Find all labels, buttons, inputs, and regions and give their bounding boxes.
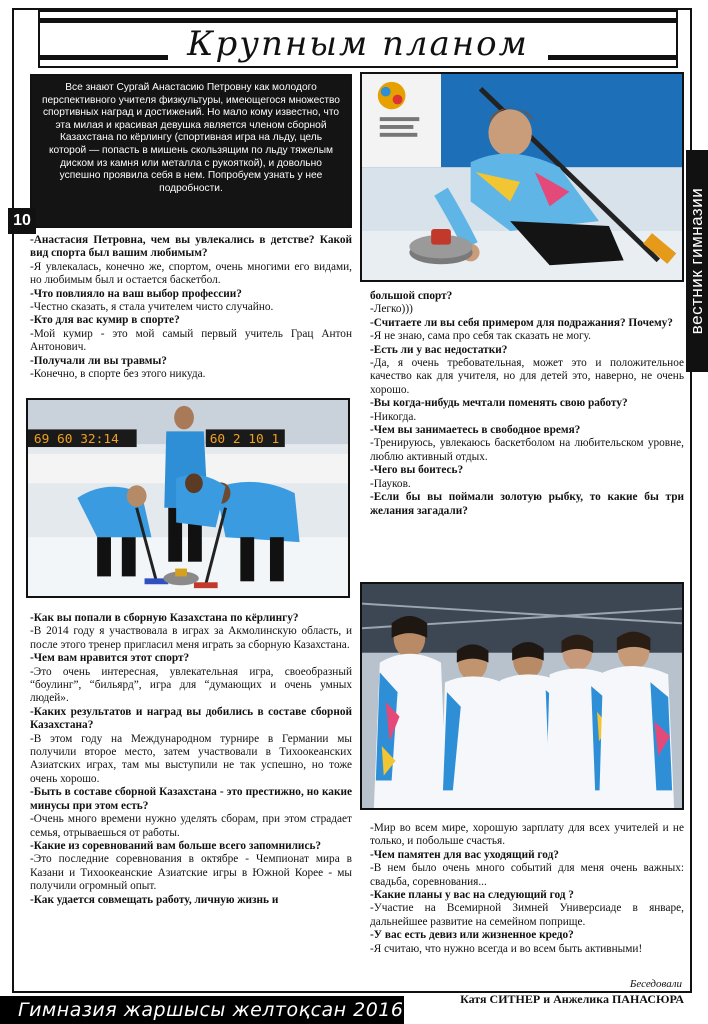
interview-question: -Каких результатов и наград вы добились в составе сборной Казахстана? bbox=[30, 705, 352, 732]
interview-answer: -Да, я очень требовательная, может это и положительное качество как для учителя, но для детей это, наверно, не очень хорошо. bbox=[370, 357, 684, 396]
section-banner bbox=[38, 10, 678, 68]
photo-team-portrait bbox=[360, 582, 684, 810]
footer-bar bbox=[0, 996, 428, 1024]
column-left-top bbox=[30, 234, 352, 381]
interview-question: -Что повлияло на ваш выбор профессии? bbox=[30, 287, 242, 300]
interview-question: -Какие из соревнований вам больше всего запомнились? bbox=[30, 839, 322, 852]
side-tab bbox=[686, 150, 708, 372]
interview-answer: -Это последние соревнования в октябре - Чемпионат мира в Казани и Тихоокеанские Азиатские игры в Южной Корее - мы получили огромный опыт. bbox=[30, 853, 352, 893]
interview-question: -Есть ли у вас недостатки? bbox=[370, 343, 508, 356]
interview-question: -Анастасия Петровна, чем вы увлекались в детстве? Какой вид спорта был вашим любимым? bbox=[30, 234, 352, 260]
interview-answer: -Тренируюсь, увлекаюсь баскетболом на любительском уровне, люблю активный отдых. bbox=[370, 437, 684, 463]
photo-curler-delivery bbox=[360, 72, 684, 282]
interview-answer: -В нем было очень много событий для меня очень важных: свадьба, соревнования... bbox=[370, 862, 684, 888]
interview-question: -Получали ли вы травмы? bbox=[30, 354, 167, 367]
interview-answer: -Легко))) bbox=[370, 303, 413, 316]
interview-answer: -Это очень интересная, увлекательная игра, своеобразный “боулинг”, “бильярд”, игра для “думающих и очень умных людей». bbox=[30, 665, 352, 705]
interview-answer: -В 2014 году я участвовала в играх за Акмолинскую область, и после этого тренер пригласил меня играть за сборную Казахстана. bbox=[30, 625, 352, 651]
side-tab-label: вестник гимназии bbox=[687, 187, 706, 335]
section-title: Крупным планом bbox=[168, 24, 548, 64]
interview-question: -Чем вы занимаетесь в свободное время? bbox=[370, 424, 581, 437]
interview-question: -Если бы вы поймали золотую рыбку, то какие бы три желания загадали? bbox=[370, 491, 684, 517]
interview-answer: -Честно сказать, я стала учителем чисто случайно. bbox=[30, 301, 274, 314]
interview-question: -У вас есть девиз или жизненное кредо? bbox=[370, 929, 574, 942]
credits-label: Беседовали bbox=[629, 978, 682, 990]
page-number: 10 bbox=[8, 208, 36, 234]
footer-text: Гимназия жаршысы желтоқсан 2016 ж bbox=[18, 999, 428, 1021]
interview-question: -Быть в составе сборной Казахстана - это престижно, но какие минусы при этом есть? bbox=[30, 786, 352, 812]
scoreboard-right: 60 2 10 1 bbox=[209, 432, 280, 448]
interview-question: -Как вы попали в сборную Казахстана по кёрлингу? bbox=[30, 612, 299, 624]
interview-question: -Чего вы боитесь? bbox=[370, 464, 464, 477]
interview-question: -Как удается совмещать работу, личную жизнь и bbox=[30, 893, 279, 906]
interview-question: -Чем вам нравится этот спорт? bbox=[30, 652, 190, 665]
credits-names: Катя СИТНЕР и Анжелика ПАНАСЮРА bbox=[460, 992, 684, 1006]
intro-text: Все знают Сургай Анастасию Петровну как молодого перспективного учителя физкультуры, имеющегося множество спортивных наград и достижений. Но мало кому известно, что эта милая и красивая девушка является членом сборной Казахстана по кёрлингу (спортивная игра на льду, цель которой — попасть в мишень скользящим по льду тяжелым диском из камня или металла с рукояткой), и довольно успешно проявила себя в нем. Попробуем узнать у нее подробности. bbox=[42, 82, 340, 194]
interview-answer: -Участие на Всемирной Зимней Универсиаде в январе, дальнейшее развитие на семейном поприще. bbox=[370, 902, 684, 928]
interview-question: большой спорт? bbox=[370, 290, 453, 302]
banner-stripe-top bbox=[40, 18, 676, 23]
interview-answer: -Конечно, в спорте без этого никуда. bbox=[30, 368, 206, 381]
column-left-bottom bbox=[30, 612, 352, 907]
interview-question: -Какие планы у вас на следующий год ? bbox=[370, 889, 574, 902]
interview-answer: -Я считаю, что нужно всегда и во всем быть активными! bbox=[370, 942, 643, 955]
interview-answer: -Мой кумир - это мой самый первый учитель Грац Антон Антонович. bbox=[30, 327, 352, 354]
column-right-bottom bbox=[370, 822, 684, 956]
interview-question: -Чем памятен для вас уходящий год? bbox=[370, 848, 559, 861]
interview-question: -Кто для вас кумир в спорте? bbox=[30, 314, 180, 327]
column-right-middle bbox=[370, 290, 684, 518]
interview-answer: -Очень много времени нужно уделять сборам, при этом страдает семья, отрываешься от работы. bbox=[30, 813, 352, 839]
scoreboard-left: 69 60 32:14 bbox=[33, 432, 119, 448]
interview-answer: -Мир во всем мире, хорошую зарплату для всех учителей и не только, и побольше счастья. bbox=[370, 822, 684, 848]
interview-question: -Считаете ли вы себя примером для подражания? Почему? bbox=[370, 316, 673, 329]
photo-team-sweeping bbox=[26, 398, 350, 598]
interview-question: -Вы когда-нибудь мечтали поменять свою работу? bbox=[370, 397, 628, 410]
interview-answer: -В этом году на Международном турнире в Германии мы получили второе место, затем участвовали в Тихоокеанских Азиатских играх, там мы выступили не так успешно, но тоже очень хорошо. bbox=[30, 732, 352, 785]
intro-box bbox=[30, 74, 352, 228]
interview-answer: -Я увлекалась, конечно же, спортом, очень многими его видами, но любимым был и остается баскетбол. bbox=[30, 260, 352, 287]
interview-answer: -Никогда. bbox=[370, 410, 417, 423]
interview-answer: -Я не знаю, сама про себя так сказать не могу. bbox=[370, 330, 592, 343]
interview-answer: -Пауков. bbox=[370, 477, 411, 490]
